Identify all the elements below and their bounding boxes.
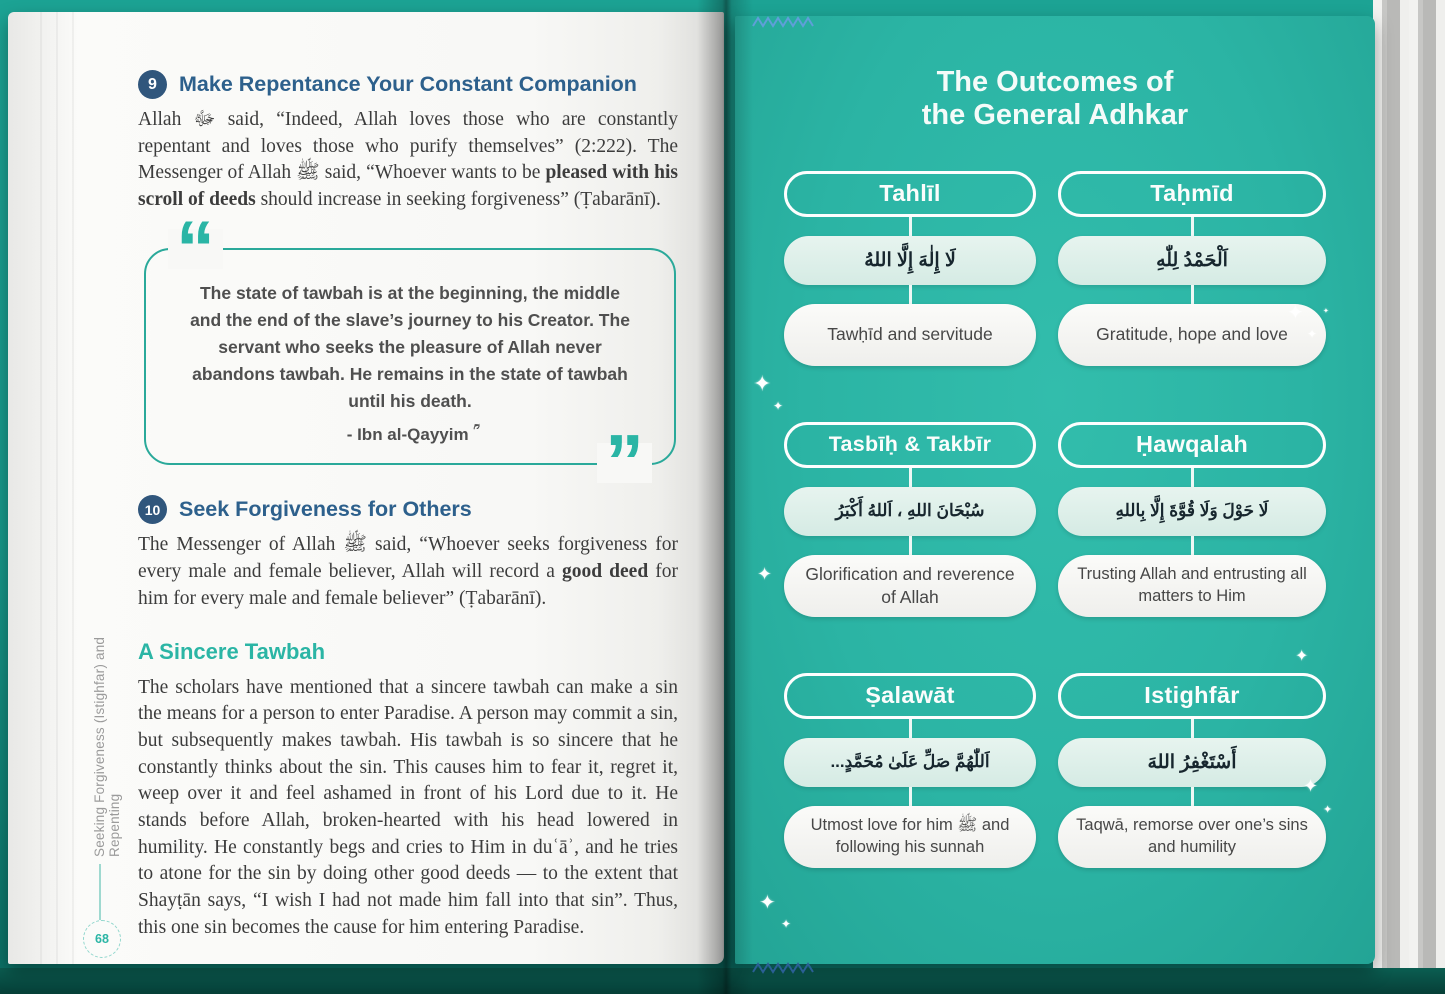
page-stack-lines	[26, 12, 86, 964]
sparkle-icon: ✦	[1303, 776, 1319, 797]
adhkar-meaning-text: Gratitude, hope and love	[1096, 324, 1288, 345]
section-number-badge: 10	[138, 495, 167, 524]
book-fore-edge-pages	[1373, 0, 1445, 994]
adhkar-card-tasbih-takbir	[784, 422, 1036, 617]
connector-line	[909, 536, 912, 555]
adhkar-title: Tasbīḥ & Takbīr	[828, 432, 992, 457]
adhkar-title-pill	[784, 673, 1036, 719]
adhkar-arabic-text: اَلْحَمْدُ لِلّٰهِ	[1156, 249, 1228, 271]
adhkar-meaning-pill	[1058, 806, 1326, 868]
adhkar-arabic-pill	[784, 487, 1036, 536]
adhkar-card-tahmid	[1058, 171, 1326, 366]
adhkar-cards-grid	[735, 171, 1375, 868]
close-quote-icon: ”	[597, 443, 652, 483]
section-9-heading	[138, 70, 678, 99]
sparkle-icon: ✦	[1323, 803, 1333, 816]
sparkle-icon: ✦	[781, 917, 792, 931]
adhkar-arabic-pill	[1058, 487, 1326, 536]
infographic-title-line2: the General Adhkar	[921, 99, 1189, 132]
adhkar-arabic-text: اَللّٰهُمَّ صَلِّ عَلَىٰ مُحَمَّدٍ...	[830, 752, 990, 772]
sparkle-icon: ✦	[1307, 327, 1318, 341]
connector-line	[1191, 468, 1194, 487]
sparkle-icon: ✦	[759, 890, 776, 914]
adhkar-card-hawqalah	[1058, 422, 1326, 617]
sparkle-icon: ✦	[1287, 300, 1304, 324]
connector-line	[909, 217, 912, 236]
connector-line	[909, 719, 912, 738]
adhkar-meaning-pill	[784, 806, 1036, 868]
connector-line	[1191, 719, 1194, 738]
section-number-badge: 9	[138, 70, 167, 99]
left-page-content	[138, 60, 678, 952]
adhkar-meaning-text: Taqwā, remorse over one’s sins and humility	[1076, 816, 1308, 856]
right-page	[735, 16, 1375, 964]
connector-line	[909, 285, 912, 304]
page-number-badge: 68	[83, 920, 121, 958]
section-9-paragraph: Allah ﷻ said, “Indeed, Allah loves those who are constantly repentant and loves those who purify themselves” (2:222). The Messenger of Allah ﷺ said, “Whoever wants to be pleased with his scroll of deeds should increase in seeking forgiveness” (Ṭabarānī).	[138, 109, 678, 211]
quote-attribution: - Ibn al-Qayyim ؒ	[346, 425, 474, 445]
sparkle-icon: ✦	[1323, 307, 1329, 315]
chapter-sidebar-label: Seeking Forgiveness (Istighfar) and Repenting	[92, 636, 122, 857]
adhkar-meaning-text: Utmost love for him ﷺ and following his sunnah	[810, 816, 1010, 856]
sparkle-icon: ✦	[757, 564, 773, 585]
quote-box	[144, 203, 676, 507]
adhkar-title: Taḥmīd	[1150, 180, 1234, 207]
adhkar-meaning-pill	[784, 304, 1036, 366]
adhkar-title-pill	[784, 422, 1036, 468]
adhkar-card-istighfar	[1058, 673, 1326, 868]
connector-line	[909, 787, 912, 806]
section-10-paragraph: The Messenger of Allah ﷺ said, “Whoever seeks forgiveness for every male and female believer, Allah will record a good deed for him for every male and female believer” (Ṭabarānī).	[138, 534, 678, 609]
sparkle-icon: ✦	[773, 399, 784, 413]
adhkar-meaning-text: Tawḥīd and servitude	[827, 324, 993, 345]
headband-top	[752, 16, 814, 28]
section-10-heading	[138, 495, 678, 524]
connector-line	[1191, 787, 1194, 806]
adhkar-arabic-text: لَا حَوْلَ وَلَا قُوَّةَ إِلَّا بِاللهِ	[1115, 501, 1269, 521]
sincere-tawbah-paragraph: The scholars have mentioned that a sincere tawbah can make a sin the means for a person to enter Paradise. A person may commit a sin, but subsequently makes tawbah. His tawbah is so sincere that he constantly thinks about the sin. This causes him to fear it, regret it, weep over it and feel ashamed in front of his Lord due to it. He stands before Allah, broken-hearted with his head lowered in humility. He constantly begs and cries to Him in duʿāʾ, and he tries to atone for the sin by doing other good deeds — to the extent that Shayṭān says, “I wish I had not made him fall into that sin”. Thus, this one sin becomes the cause for him entering Paradise.	[138, 676, 678, 938]
headband-bottom	[752, 962, 814, 974]
infographic-title	[735, 66, 1375, 133]
adhkar-arabic-pill	[1058, 236, 1326, 285]
adhkar-meaning-pill	[1058, 555, 1326, 617]
connector-line	[909, 468, 912, 487]
adhkar-arabic-pill	[784, 738, 1036, 787]
adhkar-meaning-pill	[1058, 300, 1326, 366]
book-gutter-shadow	[697, 0, 753, 994]
adhkar-arabic-pill	[1058, 738, 1326, 787]
infographic-title-line1: The Outcomes of	[936, 66, 1174, 98]
adhkar-title: Ḥawqalah	[1135, 431, 1249, 458]
adhkar-arabic-text: سُبْحَانَ اللهِ ، اَللهُ أَكْبَرُ	[835, 501, 985, 521]
adhkar-title-pill	[1058, 171, 1326, 217]
adhkar-meaning-pill	[784, 555, 1036, 617]
adhkar-title: Istighfār	[1144, 682, 1240, 709]
adhkar-meaning-text: Trusting Allah and entrusting all matters to Him	[1077, 565, 1307, 605]
connector-line	[1191, 536, 1194, 555]
adhkar-arabic-text: أَسْتَغْفِرُ اللهَ	[1147, 751, 1237, 773]
adhkar-title-pill	[1058, 422, 1326, 468]
adhkar-title: Ṣalawāt	[865, 682, 955, 709]
section-title: Seek Forgiveness for Others	[179, 497, 472, 522]
connector-line	[1191, 217, 1194, 236]
adhkar-meaning-text: Glorification and reverence of Allah	[805, 563, 1015, 607]
sparkle-icon: ✦	[753, 372, 772, 397]
adhkar-card-salawat	[784, 673, 1036, 868]
adhkar-title-pill	[1058, 673, 1326, 719]
adhkar-arabic-text: لَا إِلٰهَ إِلَّا اللهُ	[864, 249, 956, 271]
adhkar-title-pill	[784, 171, 1036, 217]
adhkar-title: Tahlīl	[879, 180, 941, 207]
adhkar-card-tahlil	[784, 171, 1036, 366]
connector-line	[1191, 285, 1194, 304]
sidebar-divider-line	[99, 864, 101, 920]
sincere-tawbah-heading: A Sincere Tawbah	[138, 638, 326, 664]
sparkle-icon: ✦	[1295, 646, 1309, 665]
left-page	[8, 12, 724, 964]
open-quote-icon: “	[168, 229, 223, 269]
quote-text: The state of tawbah is at the beginning, the middle and the end of the slave’s journey to his Creator. The servant who seeks the pleasure of Allah never abandons tawbah. He remains in the state of tawbah until his death.	[190, 282, 630, 412]
section-title: Make Repentance Your Constant Companion	[179, 72, 637, 96]
adhkar-arabic-pill	[784, 236, 1036, 285]
